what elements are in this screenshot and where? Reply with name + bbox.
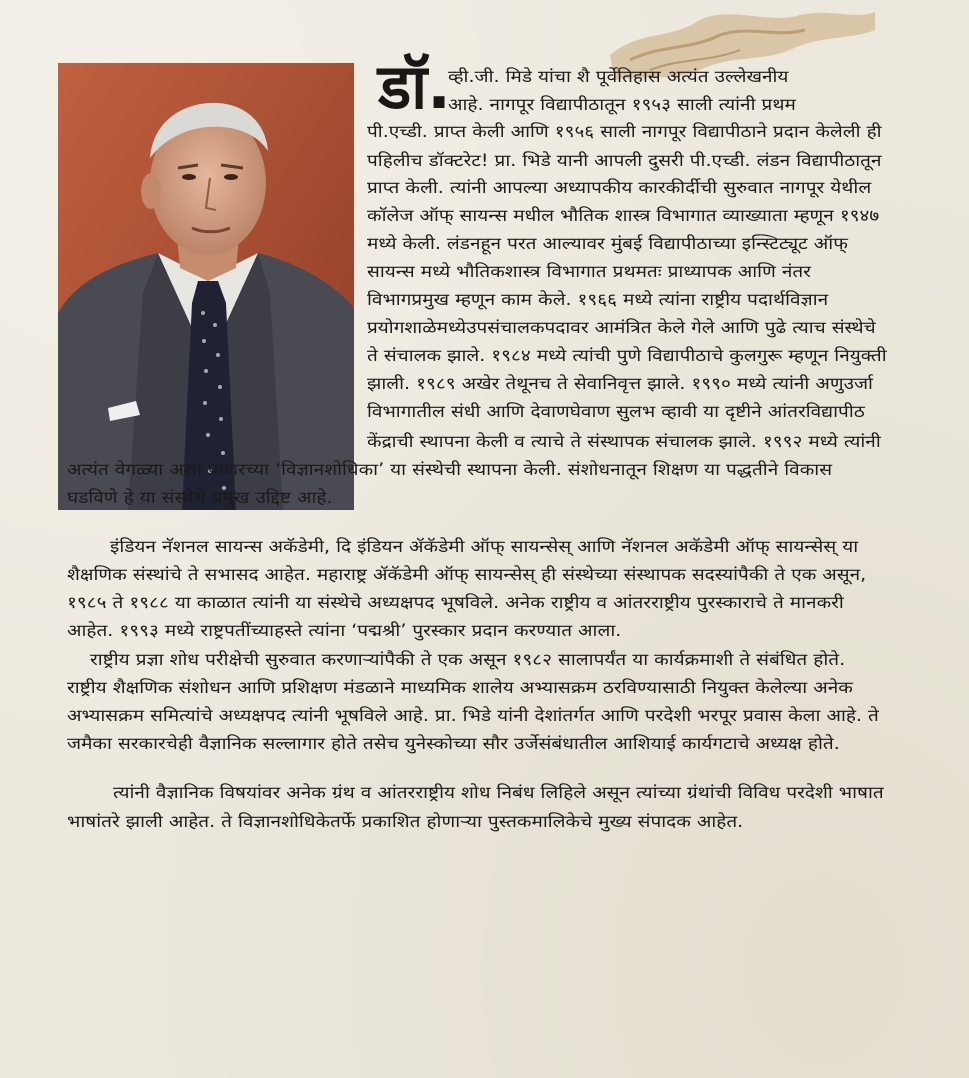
text-line: अत्यंत वेगळ्या अशा प्रकारच्या ‘विज्ञानशोधिका’ या संस्थेची स्थापना केली. संशोधनातून शिक्षण या पद्धतीने विकास (67, 460, 833, 479)
text-line: प्रयोगशाळेमध्येउपसंचालकपदावर आमंत्रित केले गेले आणि पुढे त्याच संस्थेचे (367, 318, 876, 337)
text-line: मध्ये केली. लंडनहून परत आल्यावर मुंबई विद्यापीठाच्या इन्स्टिट्यूट ऑफ् (367, 234, 848, 253)
text-line: जमैका सरकारचेही वैज्ञानिक सल्लागार होते तसेच युनेस्कोच्या सौर उर्जेसंबंधातील आशियाई कार्यगटाचे अध्यक्ष होते. (67, 734, 840, 753)
text-line: पहिलीच डॉक्टरेट! प्रा. भिडे यानी आपली दुसरी पी.एच्डी. लंडन विद्यापीठातून (367, 151, 882, 170)
text-line: झाली. १९८९ अखेर तेथूनच ते सेवानिवृत्त झाले. १९९० मध्ये त्यांनी अणुउर्जा (367, 374, 873, 393)
text-line: भाषांतरे झाली आहेत. ते विज्ञानशोधिकेतर्फे प्रकाशित होणाऱ्या पुस्तकमालिकेचे मुख्य संपादक आहेत. (67, 812, 744, 831)
text-line: व्ही.जी. मिडे यांचा शै पूर्वेतिहास अत्यंत उल्लेखनीय (448, 67, 789, 86)
text-line: विभागातील संधी आणि देवाणघेवाण सुलभ व्हावी या दृष्टीने आंतरविद्यापीठ (367, 402, 865, 421)
text-line: राष्ट्रीय प्रज्ञा शोध परीक्षेची सुरुवात करणाऱ्यांपैकी ते एक असून १९८२ सालापर्यंत या कार्यक्रमाशी ते संबंधित होते. (90, 650, 846, 669)
text-line: पी.एच्डी. प्राप्त केली आणि १९५६ साली नागपूर विद्यापीठाने प्रदान केलेली ही (367, 122, 882, 141)
text-line: इंडियन नॅशनल सायन्स अकॅडेमी, दि इंडियन ॲकॅडेमी ऑफ् सायन्सेस् आणि नॅशनल अकॅडेमी ऑफ् सायन्सेस् या (110, 537, 859, 556)
text-line: आहेत. १९९३ मध्ये राष्ट्रपतींच्याहस्ते त्यांना ‘पद्मश्री’ पुरस्कार प्रदान करण्यात आला. (67, 621, 622, 640)
text-line: १९८५ ते १९८८ या काळात त्यांनी या संस्थेचे अध्यक्षपद भूषविले. अनेक राष्ट्रीय व आंतरराष्ट्रीय पुरस्काराचे ते मानकरी (67, 593, 844, 612)
portrait-image (58, 63, 354, 510)
text-line: घडविणे हे या संस्थेचे प्रमुख उद्दिष्ट आहे. (67, 488, 333, 507)
text-line: ते संचालक झाले. १९८४ मध्ये त्यांची पुणे विद्यापीठाचे कुलगुरू म्हणून नियुक्ती (367, 346, 887, 365)
text-line: केंद्राची स्थापना केली व त्याचे ते संस्थापक संचालक झाले. १९९२ मध्ये त्यांनी (367, 432, 881, 451)
text-line: अभ्यासक्रम समित्यांचे अध्यक्षपद त्यांनी भूषविले आहे. प्रा. भिडे यांनी देशांतर्गत आणि परदेशी भरपूर प्रवास केला आहे. ते (67, 706, 879, 725)
author-photo (58, 63, 354, 510)
text-line: प्राप्त केली. त्यांनी आपल्या अध्यापकीय कारकीर्दीची सुरुवात नागपूर येथील (367, 178, 872, 197)
text-line: शैक्षणिक संस्थांचे ते सभासद आहेत. महाराष्ट्र ॲकॅडेमी ऑफ् सायन्सेस् ही संस्थेच्या संस्थापक सदस्यांपैकी ते एक असून, (67, 565, 867, 584)
dropcap-title: डॉ. (378, 50, 451, 123)
text-line: कॉलेज ऑफ् सायन्स मधील भौतिक शास्त्र विभागात व्याख्याता म्हणून १९४७ (367, 206, 880, 225)
text-line: सायन्स मध्ये भौतिकशास्त्र विभागात प्रथमतः प्राध्यापक आणि नंतर (367, 262, 811, 281)
text-line: त्यांनी वैज्ञानिक विषयांवर अनेक ग्रंथ व आंतरराष्ट्रीय शोध निबंध लिहिले असून त्यांच्या ग्रंथांची विविध परदेशी भाषात (113, 783, 884, 802)
text-line: आहे. नागपूर विद्यापीठातून १९५३ साली त्यांनी प्रथम (448, 95, 796, 114)
text-line: विभागप्रमुख म्हणून काम केले. १९६६ मध्ये त्यांना राष्ट्रीय पदार्थविज्ञान (367, 290, 829, 309)
text-line: राष्ट्रीय शैक्षणिक संशोधन आणि प्रशिक्षण मंडळाने माध्यमिक शालेय अभ्यासक्रम ठरविण्यासाठी नियुक्त केलेल्या अनेक (67, 678, 853, 697)
